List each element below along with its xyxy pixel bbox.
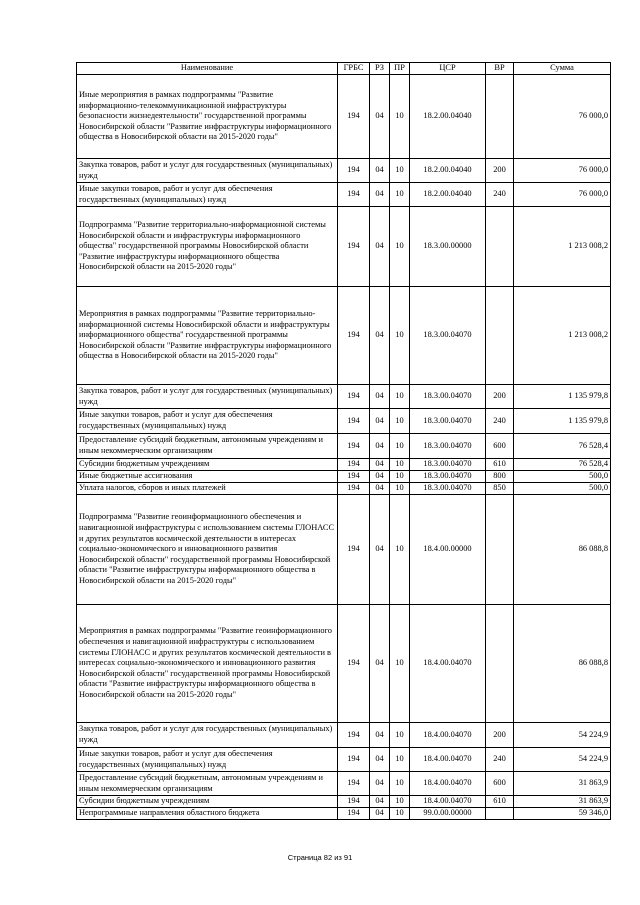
cell-rz: 04 xyxy=(370,207,390,287)
cell-rz: 04 xyxy=(370,287,390,385)
cell-name: Закупка товаров, работ и услуг для государственных (муниципальных) нужд xyxy=(77,159,338,183)
cell-vr: 610 xyxy=(486,796,514,808)
header-pr: ПР xyxy=(390,63,410,75)
cell-sum: 31 863,9 xyxy=(514,796,611,808)
cell-sum: 54 224,9 xyxy=(514,748,611,772)
cell-sum: 76 000,0 xyxy=(514,75,611,159)
table-row xyxy=(77,159,611,183)
cell-csr: 18.4.00.04070 xyxy=(410,796,486,808)
cell-name: Субсидии бюджетным учреждениям xyxy=(77,459,338,471)
header-grbs: ГРБС xyxy=(338,63,370,75)
cell-rz: 04 xyxy=(370,796,390,808)
table-body xyxy=(77,75,611,820)
table-row xyxy=(77,471,611,483)
cell-rz: 04 xyxy=(370,605,390,723)
cell-sum: 1 213 008,2 xyxy=(514,207,611,287)
cell-name: Мероприятия в рамках подпрограммы "Развитие территориально-информационной системы Новосибирской области и инфраструктуры информационного общества" государственной программы Новосибирской области "Развитие инфраструктуры информационного общества в Новосибирской области на 2015-2020 годы" xyxy=(77,287,338,385)
cell-rz: 04 xyxy=(370,434,390,459)
cell-csr: 18.4.00.04070 xyxy=(410,723,486,748)
cell-grbs: 194 xyxy=(338,772,370,796)
table-row xyxy=(77,385,611,409)
cell-vr: 200 xyxy=(486,159,514,183)
cell-csr: 18.3.00.04070 xyxy=(410,483,486,495)
header-sum: Сумма xyxy=(514,63,611,75)
cell-pr: 10 xyxy=(390,723,410,748)
cell-vr: 850 xyxy=(486,483,514,495)
cell-vr xyxy=(486,287,514,385)
cell-csr: 18.3.00.04070 xyxy=(410,459,486,471)
cell-rz: 04 xyxy=(370,772,390,796)
cell-pr: 10 xyxy=(390,483,410,495)
cell-pr: 10 xyxy=(390,495,410,605)
cell-pr: 10 xyxy=(390,434,410,459)
table-row xyxy=(77,808,611,820)
cell-grbs: 194 xyxy=(338,796,370,808)
table-row xyxy=(77,723,611,748)
cell-grbs: 194 xyxy=(338,605,370,723)
cell-grbs: 194 xyxy=(338,434,370,459)
cell-grbs: 194 xyxy=(338,483,370,495)
table-row xyxy=(77,75,611,159)
table-row xyxy=(77,183,611,207)
cell-grbs: 194 xyxy=(338,183,370,207)
cell-name: Подпрограмма "Развитие территориально-информационной системы Новосибирской области и инфраструктуры информационного общества" государственной программы Новосибирской области "Развитие инфраструктуры информационного общества Новосибирской области на 2015-2020 годы" xyxy=(77,207,338,287)
cell-csr: 18.2.00.04040 xyxy=(410,159,486,183)
cell-pr: 10 xyxy=(390,385,410,409)
cell-sum: 76 000,0 xyxy=(514,159,611,183)
cell-sum: 1 213 008,2 xyxy=(514,287,611,385)
cell-vr xyxy=(486,207,514,287)
cell-csr: 18.4.00.04070 xyxy=(410,605,486,723)
cell-vr xyxy=(486,495,514,605)
cell-rz: 04 xyxy=(370,75,390,159)
cell-name: Мероприятия в рамках подпрограммы "Развитие геоинформационного обеспечения и навигационной инфраструктуры с использованием системы ГЛОНАСС и других результатов космической деятельности в интересах социально-экономического и инновационного развития Новосибирской области" государственной программы Новосибирской области "Развитие инфраструктуры информационного общества в Новосибирской области на 2015-2020 годы" xyxy=(77,605,338,723)
cell-name: Иные закупки товаров, работ и услуг для обеспечения государственных (муниципальных) нужд xyxy=(77,748,338,772)
cell-sum: 76 528,4 xyxy=(514,434,611,459)
budget-table xyxy=(76,62,611,820)
table-row xyxy=(77,796,611,808)
cell-sum: 76 000,0 xyxy=(514,183,611,207)
cell-pr: 10 xyxy=(390,605,410,723)
cell-pr: 10 xyxy=(390,459,410,471)
header-name: Наименование xyxy=(77,63,338,75)
cell-pr: 10 xyxy=(390,409,410,434)
cell-sum: 500,0 xyxy=(514,471,611,483)
cell-pr: 10 xyxy=(390,808,410,820)
cell-grbs: 194 xyxy=(338,409,370,434)
cell-name: Иные закупки товаров, работ и услуг для обеспечения государственных (муниципальных) нужд xyxy=(77,183,338,207)
table-row xyxy=(77,772,611,796)
header-csr: ЦСР xyxy=(410,63,486,75)
table-row xyxy=(77,605,611,723)
cell-sum: 76 528,4 xyxy=(514,459,611,471)
cell-name: Уплата налогов, сборов и иных платежей xyxy=(77,483,338,495)
cell-rz: 04 xyxy=(370,409,390,434)
table-row xyxy=(77,409,611,434)
cell-grbs: 194 xyxy=(338,75,370,159)
cell-vr: 600 xyxy=(486,772,514,796)
cell-vr xyxy=(486,75,514,159)
cell-name: Иные закупки товаров, работ и услуг для обеспечения государственных (муниципальных) нужд xyxy=(77,409,338,434)
cell-grbs: 194 xyxy=(338,459,370,471)
table-row xyxy=(77,495,611,605)
cell-sum: 1 135 979,8 xyxy=(514,385,611,409)
cell-vr: 240 xyxy=(486,183,514,207)
cell-sum: 54 224,9 xyxy=(514,723,611,748)
cell-grbs: 194 xyxy=(338,159,370,183)
cell-rz: 04 xyxy=(370,808,390,820)
cell-csr: 18.4.00.04070 xyxy=(410,772,486,796)
cell-rz: 04 xyxy=(370,483,390,495)
cell-name: Иные мероприятия в рамках подпрограммы "Развитие информационно-телекоммуникационной инфраструктуры безопасности жизнедеятельности" государственной программы Новосибирской области "Развитие инфраструктуры информационного общества в Новосибирской области на 2015-2020 годы" xyxy=(77,75,338,159)
cell-sum: 1 135 979,8 xyxy=(514,409,611,434)
cell-pr: 10 xyxy=(390,796,410,808)
cell-vr xyxy=(486,605,514,723)
cell-grbs: 194 xyxy=(338,495,370,605)
cell-csr: 18.3.00.04070 xyxy=(410,287,486,385)
cell-csr: 18.3.00.00000 xyxy=(410,207,486,287)
cell-csr: 18.4.00.00000 xyxy=(410,495,486,605)
cell-grbs: 194 xyxy=(338,808,370,820)
cell-grbs: 194 xyxy=(338,385,370,409)
header-rz: РЗ xyxy=(370,63,390,75)
cell-pr: 10 xyxy=(390,183,410,207)
cell-vr: 240 xyxy=(486,748,514,772)
table-row xyxy=(77,748,611,772)
table-row xyxy=(77,287,611,385)
cell-grbs: 194 xyxy=(338,287,370,385)
cell-name: Подпрограмма "Развитие геоинформационного обеспечения и навигационной инфраструктуры с использованием системы ГЛОНАСС и других результатов космической деятельности в интересах социально-экономического и инновационного развития Новосибирской области" государственной программы Новосибирской области "Развитие инфраструктуры информационного общества в Новосибирской области на 2015-2020 годы" xyxy=(77,495,338,605)
table-row xyxy=(77,459,611,471)
cell-grbs: 194 xyxy=(338,471,370,483)
cell-name: Закупка товаров, работ и услуг для государственных (муниципальных) нужд xyxy=(77,723,338,748)
cell-name: Субсидии бюджетным учреждениям xyxy=(77,796,338,808)
table-row xyxy=(77,434,611,459)
table-row xyxy=(77,207,611,287)
cell-csr: 18.3.00.04070 xyxy=(410,385,486,409)
cell-rz: 04 xyxy=(370,748,390,772)
cell-rz: 04 xyxy=(370,183,390,207)
cell-sum: 86 088,8 xyxy=(514,605,611,723)
cell-vr: 610 xyxy=(486,459,514,471)
cell-csr: 18.2.00.04040 xyxy=(410,183,486,207)
cell-name: Непрограммные направления областного бюджета xyxy=(77,808,338,820)
cell-sum: 500,0 xyxy=(514,483,611,495)
cell-pr: 10 xyxy=(390,287,410,385)
cell-rz: 04 xyxy=(370,159,390,183)
cell-name: Предоставление субсидий бюджетным, автономным учреждениям и иным некоммерческим организациям xyxy=(77,772,338,796)
cell-sum: 59 346,0 xyxy=(514,808,611,820)
table-row xyxy=(77,483,611,495)
cell-csr: 99.0.00.00000 xyxy=(410,808,486,820)
cell-rz: 04 xyxy=(370,459,390,471)
cell-csr: 18.2.00.04040 xyxy=(410,75,486,159)
cell-vr: 600 xyxy=(486,434,514,459)
cell-pr: 10 xyxy=(390,207,410,287)
cell-vr: 200 xyxy=(486,723,514,748)
cell-name: Закупка товаров, работ и услуг для государственных (муниципальных) нужд xyxy=(77,385,338,409)
cell-rz: 04 xyxy=(370,471,390,483)
cell-sum: 31 863,9 xyxy=(514,772,611,796)
cell-pr: 10 xyxy=(390,748,410,772)
cell-vr: 200 xyxy=(486,385,514,409)
cell-vr: 240 xyxy=(486,409,514,434)
cell-name: Иные бюджетные ассигнования xyxy=(77,471,338,483)
cell-rz: 04 xyxy=(370,385,390,409)
cell-grbs: 194 xyxy=(338,207,370,287)
cell-csr: 18.3.00.04070 xyxy=(410,471,486,483)
cell-csr: 18.4.00.04070 xyxy=(410,748,486,772)
header-vr: ВР xyxy=(486,63,514,75)
cell-grbs: 194 xyxy=(338,723,370,748)
header-row xyxy=(77,63,611,75)
cell-pr: 10 xyxy=(390,75,410,159)
cell-sum: 86 088,8 xyxy=(514,495,611,605)
cell-pr: 10 xyxy=(390,159,410,183)
cell-vr: 800 xyxy=(486,471,514,483)
cell-rz: 04 xyxy=(370,723,390,748)
cell-rz: 04 xyxy=(370,495,390,605)
cell-grbs: 194 xyxy=(338,748,370,772)
cell-csr: 18.3.00.04070 xyxy=(410,409,486,434)
cell-name: Предоставление субсидий бюджетным, автономным учреждениям и иным некоммерческим организациям xyxy=(77,434,338,459)
cell-pr: 10 xyxy=(390,471,410,483)
cell-vr xyxy=(486,808,514,820)
cell-csr: 18.3.00.04070 xyxy=(410,434,486,459)
page-number: Страница 82 из 91 xyxy=(287,853,353,862)
cell-pr: 10 xyxy=(390,772,410,796)
